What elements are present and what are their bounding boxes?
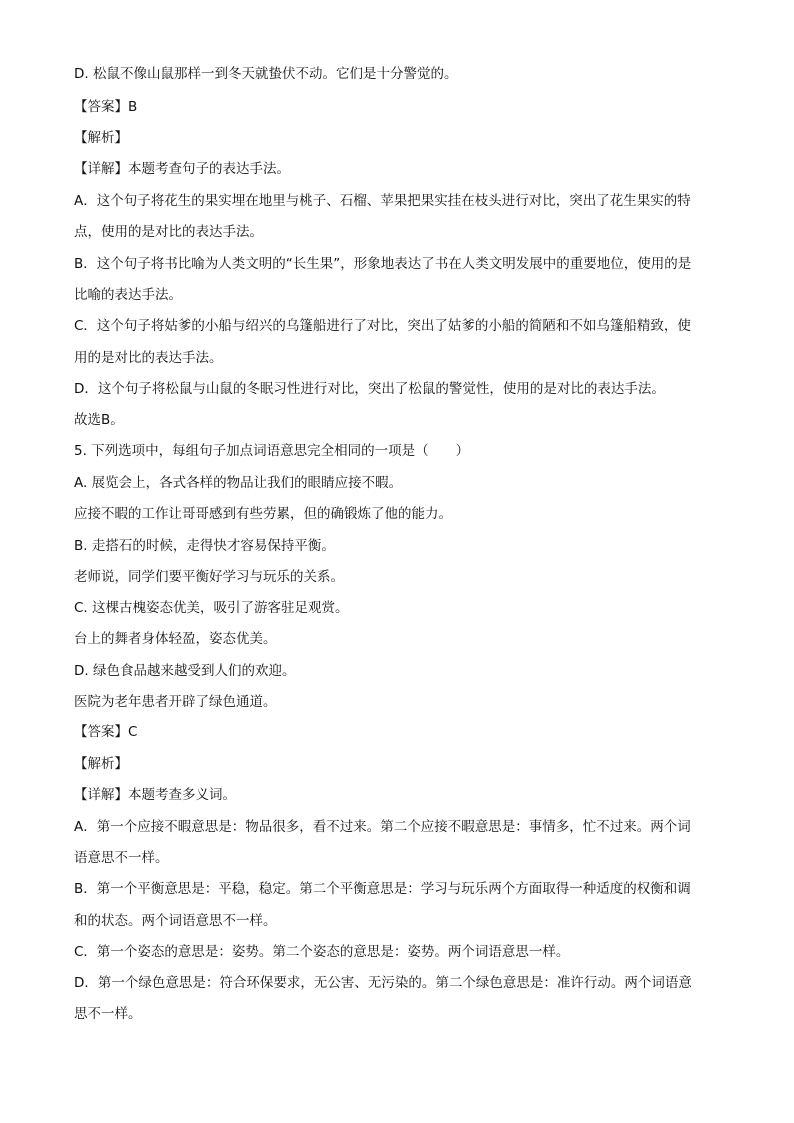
text-line: 语意思不一样。	[74, 850, 169, 866]
answer-label: 【答案】B	[74, 99, 138, 115]
option-d: D. 绿色食品越来越受到人们的欢迎。	[74, 663, 296, 679]
text-line: 点，使用的是对比的表达手法。	[74, 224, 263, 240]
text-line: 思不一样。	[74, 1006, 142, 1022]
text-line: 和的状态。两个词语意思不一样。	[74, 913, 277, 929]
text-line: 故选B。	[74, 412, 124, 428]
question-stem: 5. 下列选项中，每组句子加点词语意思完全相同的一项是（ ）	[74, 443, 470, 459]
option-a: A. 展览会上，各式各样的物品让我们的眼睛应接不暇。	[74, 475, 403, 491]
text-line: 老师说，同学们要平衡好学习与玩乐的关系。	[74, 569, 344, 585]
text-line: B．第一个平衡意思是：平稳，稳定。第二个平衡意思是：学习与玩乐两个方面取得一种适度的权衡和调	[74, 881, 691, 897]
text-line: C．第一个姿态的意思是：姿势。第二个姿态的意思是：姿势。两个词语意思一样。	[74, 944, 570, 960]
text-line: 比喻的表达手法。	[74, 287, 182, 303]
text-line: B．这个句子将书比喻为人类文明的“长生果”，形象地表达了书在人类文明发展中的重要地位，使用的是	[74, 256, 692, 272]
text-line: A．第一个应接不暇意思是：物品很多，看不过来。第二个应接不暇意思是：事情多，忙不过来。两个词	[74, 819, 691, 835]
text-line: 应接不暇的工作让哥哥感到有些劳累，但的确锻炼了他的能力。	[74, 506, 452, 522]
text-line: 医院为老年患者开辟了绿色通道。	[74, 694, 277, 710]
analysis-label: 【解析】	[74, 130, 128, 146]
text-line: D. 松鼠不像山鼠那样一到冬天就蛰伏不动。它们是十分警觉的。	[74, 66, 458, 82]
option-b: B. 走搭石的时候，走得快才容易保持平衡。	[74, 538, 335, 554]
text-line: C．这个句子将姑爹的小船与绍兴的乌篷船进行了对比，突出了姑爹的小船的简陋和不如乌篷船精致，使	[74, 318, 691, 334]
analysis-label: 【解析】	[74, 756, 128, 772]
text-line: 台上的舞者身体轻盈，姿态优美。	[74, 631, 277, 647]
text-line: 【详解】本题考查多义词。	[74, 787, 236, 803]
text-line: 【详解】本题考查句子的表达手法。	[74, 161, 290, 177]
answer-label: 【答案】C	[74, 724, 138, 740]
option-c: C. 这棵古槐姿态优美，吸引了游客驻足观赏。	[74, 600, 349, 616]
text-line: A．这个句子将花生的果实埋在地里与桃子、石榴、苹果把果实挂在枝头进行对比，突出了花生果实的特	[74, 193, 691, 209]
text-line: D．这个句子将松鼠与山鼠的冬眠习性进行对比，突出了松鼠的警觉性，使用的是对比的表达手法。	[74, 381, 665, 397]
text-line: 用的是对比的表达手法。	[74, 350, 223, 366]
text-line: D．第一个绿色意思是：符合环保要求，无公害、无污染的。第二个绿色意思是：准许行动。两个词语意	[74, 975, 692, 991]
